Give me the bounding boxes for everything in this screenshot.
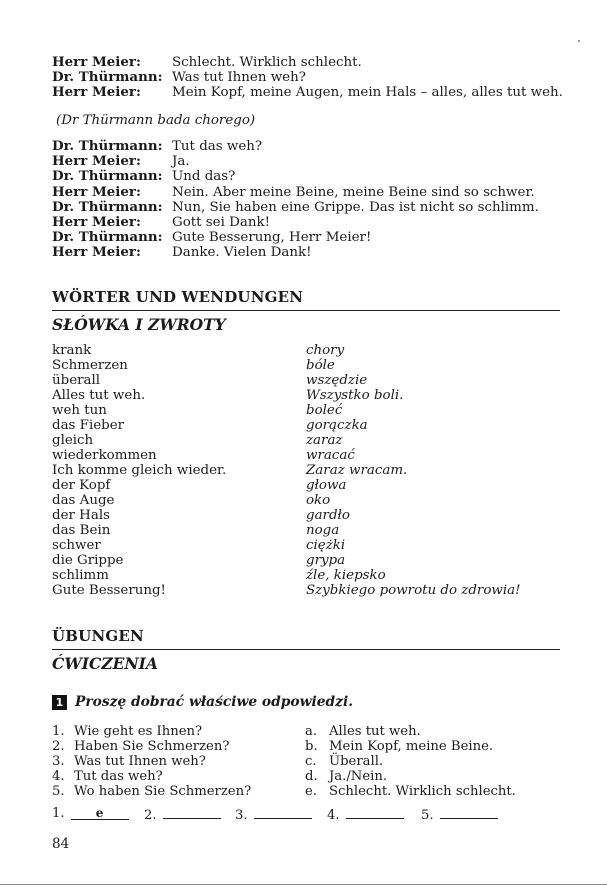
blank-number: 2.	[144, 808, 157, 823]
dialogue-text: Nein. Aber meine Beine, meine Beine sind so schwer.	[172, 184, 535, 200]
dialogue-line	[52, 245, 539, 260]
vocab-polish-item: oko	[306, 493, 331, 508]
speaker-name: Dr. Thürmann:	[52, 198, 163, 215]
answer-item-text: Mein Kopf, meine Beine.	[329, 739, 494, 754]
speaker-name: Herr Meier:	[52, 214, 141, 231]
dialogue-line	[52, 230, 539, 245]
speaker-name: Dr. Thürmann:	[52, 168, 163, 185]
answer-item-text: Überall.	[329, 754, 384, 769]
blank-number: 4.	[327, 808, 340, 823]
vocab-german-item: schwer	[52, 538, 101, 553]
vocab-polish-item: boleć	[306, 403, 343, 418]
dialogue-line	[52, 200, 539, 215]
dialogue-line	[52, 169, 539, 184]
blank-number: 3.	[235, 808, 248, 823]
vocab-polish-item: noga	[306, 523, 340, 538]
answer-item	[305, 769, 516, 784]
blank-number: 5.	[421, 808, 434, 823]
exercises-title-pl: ĆWICZENIA	[52, 654, 158, 673]
speaker-name: Dr. Thürmann:	[52, 138, 163, 154]
vocab-polish-item: źle, kiepsko	[306, 568, 386, 583]
vocab-polish-item: grypa	[306, 553, 346, 568]
question-item-text: Wo haben Sie Schmerzen?	[74, 784, 252, 799]
dialogue-text: Nun, Sie haben eine Grippe. Das ist nicht so schlimm.	[172, 199, 539, 215]
answer-item-text: Schlecht. Wirklich schlecht.	[329, 784, 516, 799]
answer-item	[305, 724, 516, 739]
dialogue-line	[52, 154, 539, 169]
vocab-polish-item: wszędzie	[306, 373, 368, 388]
vocab-polish-item: Zaraz wracam.	[306, 463, 408, 478]
vocab-german-item: Alles tut weh.	[52, 388, 146, 403]
question-item-number: 2.	[52, 739, 65, 754]
answer-blank	[52, 806, 129, 821]
vocab-german-item: Gute Besserung!	[52, 583, 166, 598]
answer-item	[305, 754, 516, 769]
question-item-number: 5.	[52, 784, 65, 799]
answer-item	[305, 739, 516, 754]
blank-line[interactable]	[346, 806, 404, 819]
dialogue-text: Mein Kopf, meine Augen, mein Hals – alles, alles tut weh.	[172, 85, 563, 101]
vocab-german-item: das Auge	[52, 493, 115, 508]
answer-blank	[327, 806, 404, 823]
answer-item-number: d.	[305, 769, 318, 784]
answer-item	[305, 784, 516, 799]
question-item	[52, 784, 251, 799]
question-item	[52, 724, 251, 739]
answer-blank	[144, 806, 221, 823]
vocab-polish-item: wracać	[306, 448, 355, 463]
scan-edge-line	[0, 884, 607, 885]
print-speck	[578, 40, 580, 42]
vocab-polish-item: gorączka	[306, 418, 368, 433]
dialogue-text: Und das?	[172, 169, 236, 185]
dialogue-bottom	[52, 139, 539, 261]
speaker-name: Herr Meier:	[52, 244, 141, 261]
question-item-text: Tut das weh?	[74, 769, 163, 784]
blank-line[interactable]	[163, 806, 221, 819]
dialogue-text: Was tut Ihnen weh?	[172, 70, 306, 86]
answer-item-number: c.	[305, 754, 317, 769]
dialogue-line	[52, 70, 563, 85]
question-item	[52, 754, 251, 769]
answer-blank	[421, 806, 498, 823]
dialogue-text: Tut das weh?	[172, 139, 263, 154]
dialogue-top	[52, 55, 563, 101]
answer-blank	[235, 806, 312, 823]
question-item	[52, 769, 251, 784]
vocab-german-item: das Fieber	[52, 418, 125, 433]
blank-line[interactable]	[440, 806, 498, 819]
task-instruction: Proszę dobrać właściwe odpowiedzi.	[75, 694, 354, 710]
stage-direction: (Dr Thürmann bada chorego)	[56, 113, 256, 128]
question-item-number: 1.	[52, 724, 65, 739]
question-item-text: Wie geht es Ihnen?	[74, 724, 203, 739]
vocab-polish-item: Szybkiego powrotu do zdrowia!	[306, 583, 521, 598]
dialogue-text: Gute Besserung, Herr Meier!	[172, 230, 372, 246]
vocab-polish-item: bóle	[306, 358, 335, 373]
blank-line[interactable]: e	[71, 807, 129, 820]
question-item-text: Was tut Ihnen weh?	[74, 754, 206, 769]
blank-number: 1.	[52, 806, 65, 821]
task-header	[52, 694, 353, 710]
question-item-number: 3.	[52, 754, 65, 769]
vocab-polish-item: chory	[306, 343, 345, 358]
dialogue-text: Gott sei Dank!	[172, 215, 270, 231]
vocab-german-item: gleich	[52, 433, 94, 448]
vocab-german-item: Schmerzen	[52, 358, 128, 373]
section-title-de: WÖRTER UND WENDUNGEN	[52, 288, 304, 306]
vocab-polish-item: ciężki	[306, 538, 346, 553]
section-rule	[52, 310, 560, 311]
dialogue-line	[52, 55, 563, 70]
speaker-name: Dr. Thürmann:	[52, 229, 163, 246]
vocab-german-item: schlimm	[52, 568, 109, 583]
vocab-german-item: die Grippe	[52, 553, 124, 568]
vocab-german-item: der Kopf	[52, 478, 111, 493]
dialogue-text: Ja.	[172, 154, 190, 170]
speaker-name: Herr Meier:	[52, 183, 141, 200]
vocab-german-item: der Hals	[52, 508, 110, 523]
exercises-title-de: ÜBUNGEN	[52, 627, 144, 645]
answer-item-text: Alles tut weh.	[329, 724, 421, 739]
question-item-number: 4.	[52, 769, 65, 784]
answer-item-number: a.	[305, 724, 318, 739]
exercises-rule	[52, 649, 560, 650]
dialogue-line	[52, 215, 539, 230]
task-number-badge: 1	[52, 695, 67, 710]
vocab-german-item: überall	[52, 373, 101, 388]
answer-list	[305, 724, 516, 799]
dialogue-text: Schlecht. Wirklich schlecht.	[172, 55, 362, 70]
dialogue-line	[52, 85, 563, 100]
answer-item-text: Ja./Nein.	[329, 769, 388, 784]
vocab-german-item: das Bein	[52, 523, 111, 538]
dialogue-line	[52, 139, 539, 154]
vocab-german-item: Ich komme gleich wieder.	[52, 463, 227, 478]
speaker-name: Herr Meier:	[52, 84, 141, 101]
section-title-pl: SŁÓWKA I ZWROTY	[52, 315, 226, 334]
vocab-polish-column	[306, 343, 521, 598]
vocab-polish-item: Wszystko boli.	[306, 388, 404, 403]
dialogue-text: Danke. Vielen Dank!	[172, 245, 312, 261]
blank-line[interactable]	[254, 806, 312, 819]
page-number: 84	[52, 836, 70, 852]
question-list	[52, 724, 251, 799]
answer-item-number: b.	[305, 739, 318, 754]
speaker-name: Herr Meier:	[52, 153, 141, 170]
vocab-german-column	[52, 343, 226, 598]
vocab-polish-item: zaraz	[306, 433, 343, 448]
vocab-polish-item: głowa	[306, 478, 347, 493]
answer-item-number: e.	[305, 784, 317, 799]
question-item	[52, 739, 251, 754]
speaker-name: Dr. Thürmann:	[52, 69, 163, 86]
vocab-polish-item: gardło	[306, 508, 350, 523]
vocab-german-item: krank	[52, 343, 92, 358]
vocab-german-item: weh tun	[52, 403, 107, 418]
vocab-german-item: wiederkommen	[52, 448, 157, 463]
dialogue-line	[52, 185, 539, 200]
speaker-name: Herr Meier:	[52, 54, 141, 70]
question-item-text: Haben Sie Schmerzen?	[74, 739, 230, 754]
